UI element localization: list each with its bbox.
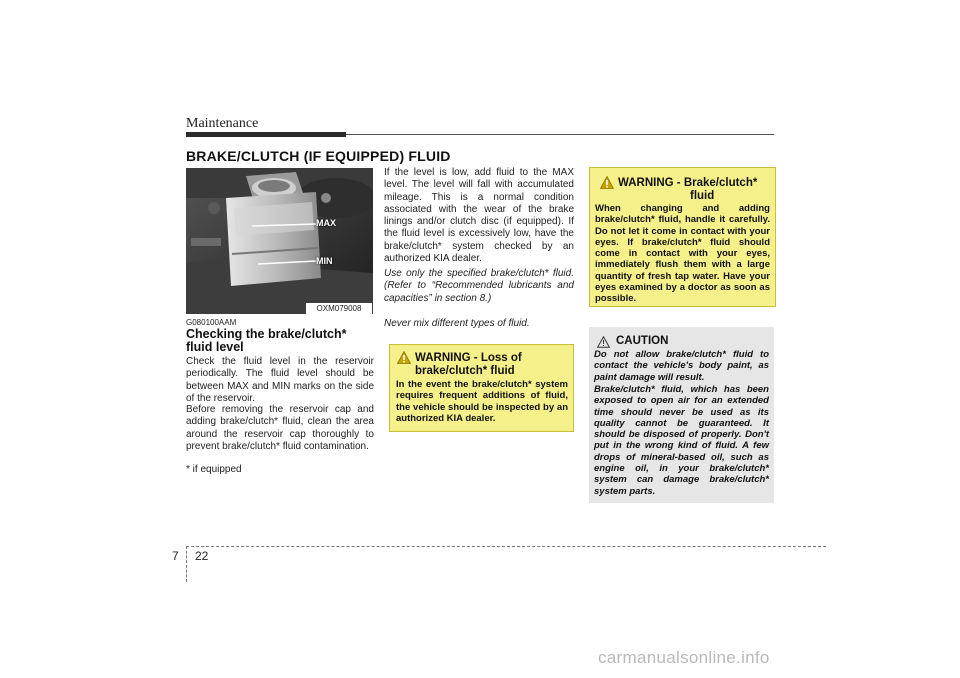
chapter-header-title: Maintenance — [186, 116, 259, 131]
header-accent-bar — [186, 132, 346, 137]
brake-fluid-reservoir-photo — [186, 168, 373, 314]
caution-box — [589, 327, 774, 503]
caution-paragraph-1: Do not allow brake/clutch* fluid to contact the vehicle's body paint, as paint damage will result. — [594, 349, 769, 383]
warning-title-prefix: WARNING - — [618, 177, 684, 189]
warning-body: When changing and adding brake/clutch* fluid, handle it carefully. Do not let it come in contact with your eyes. If brake/clutch* fluid should come in contact with your eyes, immediately flush them with a large quantity of fresh tap water. Have your eyes examined by a doctor as soon as possible. — [595, 203, 770, 305]
warning-title-prefix: WARNING - — [415, 352, 481, 364]
warning-triangle-icon — [600, 176, 614, 189]
middle-paragraph-2: Use only the specified brake/clutch* fluid. (Refer to “Recommended lubricants and capacities” in section 8.) — [384, 268, 574, 304]
caution-triangle-icon — [597, 335, 610, 347]
footnote: * if equipped — [186, 464, 242, 475]
chapter-number: 7 — [172, 549, 179, 563]
footer-rule — [186, 546, 826, 547]
warning-title-line1 — [415, 352, 522, 364]
document-code: G080100AAM — [186, 318, 237, 327]
warning-triangle-icon — [397, 351, 411, 364]
warning-title-text: Loss of — [480, 352, 522, 364]
warning-title-line1 — [618, 177, 757, 189]
warning-body: In the event the brake/clutch* system requires frequent additions of fluid, the vehicle should be inspected by an authorized KIA dealer. — [396, 379, 568, 424]
left-paragraph-1: Check the fluid level in the reservoir periodically. The fluid level should be between MAX and MIN marks on the side of the reservoir. — [186, 356, 374, 404]
figure-caption: OXM079008 — [306, 303, 372, 314]
warning-title-line2: brake/clutch* fluid — [415, 365, 515, 377]
watermark: carmanualsonline.info — [598, 648, 770, 667]
middle-paragraph-3: Never mix different types of fluid. — [384, 318, 530, 329]
left-paragraph-2: Before removing the reservoir cap and adding brake/clutch* fluid, clean the area around the reservoir cap thoroughly to prevent brake/clutch* fluid contamination. — [186, 404, 374, 452]
section-title: BRAKE/CLUTCH (IF EQUIPPED) FLUID — [186, 148, 451, 164]
warning-title-line2: fluid — [690, 190, 715, 202]
warning-box-brake-fluid — [589, 167, 776, 307]
page-number: 22 — [195, 549, 209, 563]
warning-title-text: Brake/clutch* — [683, 177, 758, 189]
reservoir-illustration — [186, 168, 373, 314]
figure-label-max: MAX — [316, 218, 336, 228]
subheading: Checking the brake/clutch* fluid level — [186, 327, 347, 354]
caution-paragraph-2: Brake/clutch* fluid, which has been exposed to open air for an extended time should never be used as its quality cannot be guaranteed. It should be disposed of properly. Don't put in the wrong kind of fluid. A few drops of mineral-based oil, such as engine oil, in your brake/clutch* system can damage brake/clutch* system parts. — [594, 384, 769, 497]
figure-label-min: MIN — [316, 256, 333, 266]
middle-paragraph-1: If the level is low, add fluid to the MAX level. The level will fall with accumulated mileage. This is a normal condition associated with the wear of the brake linings and/or clutch disc (if equipped). If the fluid level is excessively low, have the brake/clutch* system checked by an authorized KIA dealer. — [384, 167, 574, 265]
footer-divider — [186, 546, 187, 582]
warning-box-loss-of-fluid — [389, 344, 574, 432]
caution-title: CAUTION — [616, 335, 669, 347]
